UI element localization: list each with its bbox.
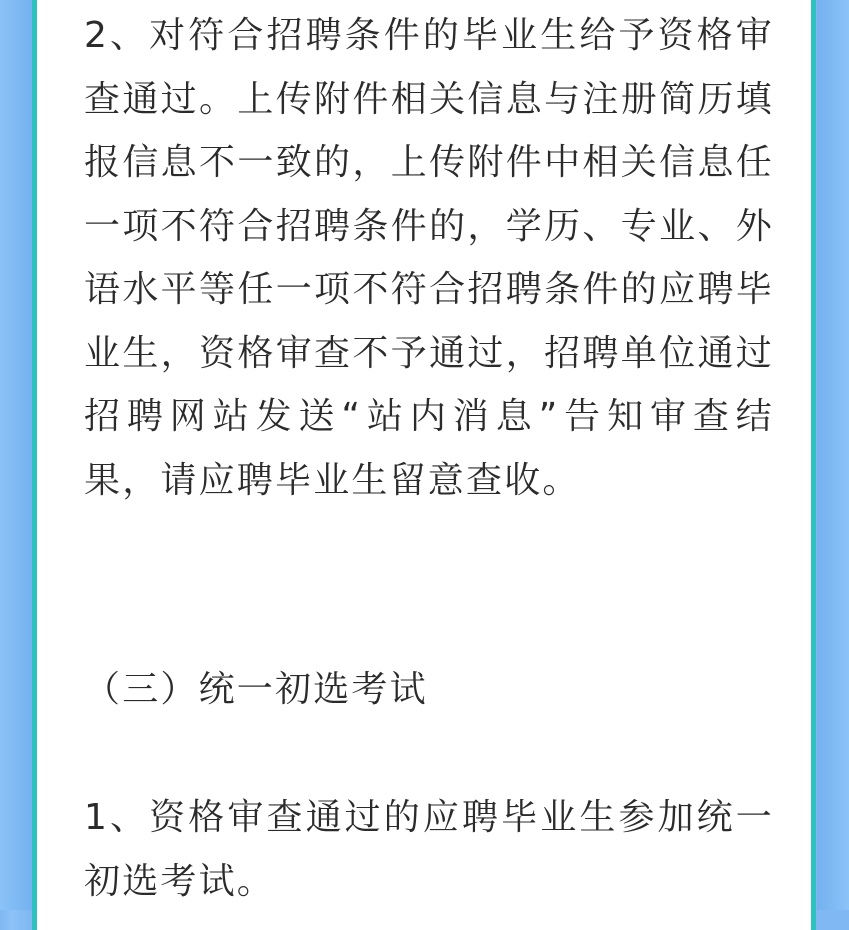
paragraph-exam-participation: 1、资格审查通过的应聘毕业生参加统一初选考试。	[84, 797, 774, 902]
section-heading-exam: （三）统一初选考试	[84, 669, 428, 710]
right-background-strip	[817, 0, 849, 910]
left-background-strip	[0, 0, 32, 910]
paragraph-qualification-review: 2、对符合招聘条件的毕业生给予资格审查通过。上传附件相关信息与注册简历填报信息不一致的，上传附件中相关信息任一项不符合招聘条件的，学历、专业、外语水平等任一项不符合招聘条件的应聘毕业生，资格审查不予通过，招聘单位通过招聘网站发送“站内消息”告知审查结果，请应聘毕业生留意查收。	[84, 15, 774, 501]
